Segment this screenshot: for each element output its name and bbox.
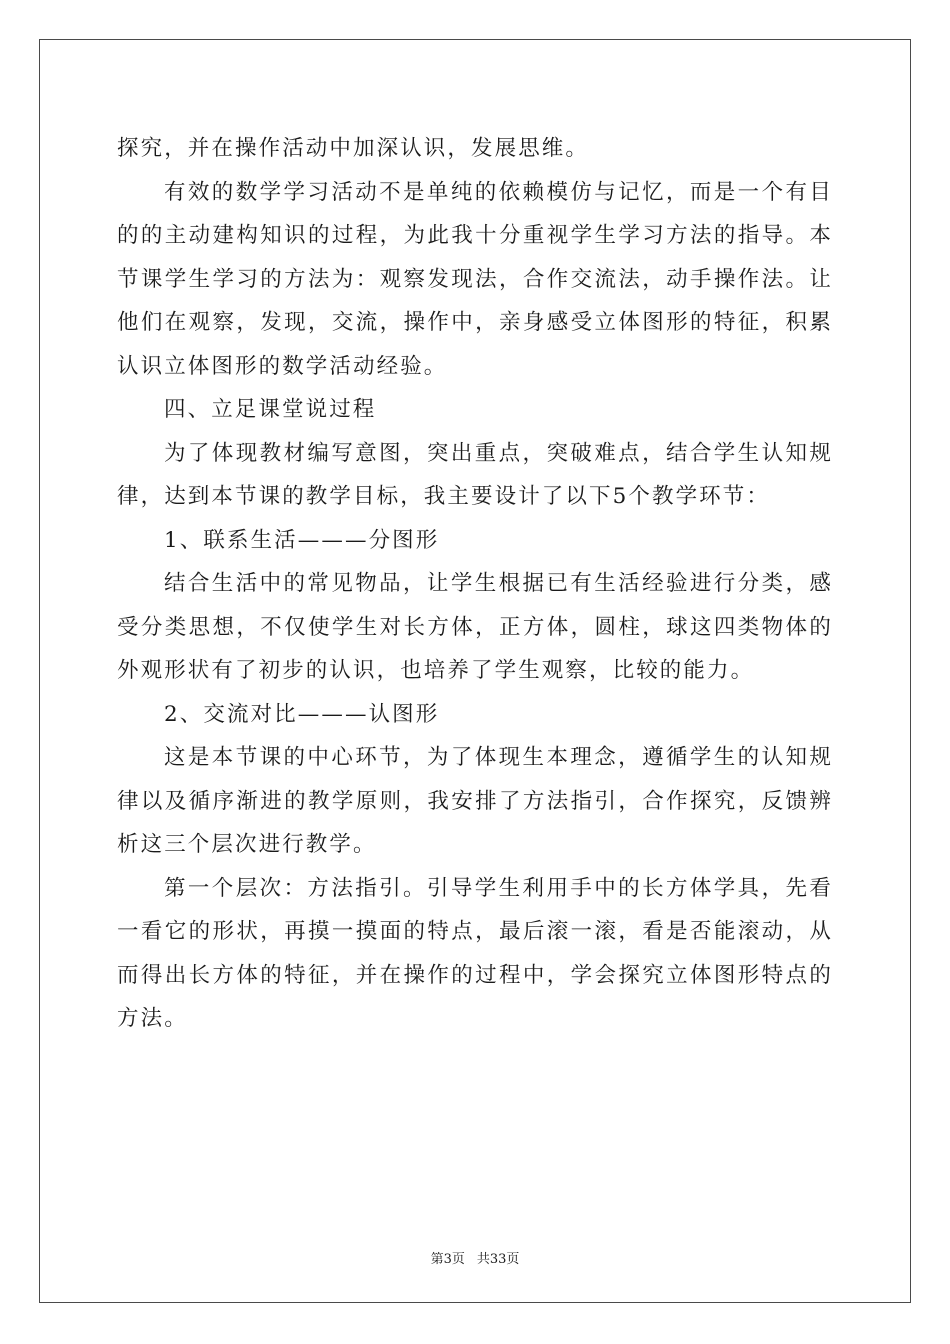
section-heading-4: 四、立足课堂说过程 — [164, 397, 377, 422]
paragraph-2: 有效的数学学习活动不是单纯的依赖模仿与记忆，而是一个有目的的主动建构知识的过程，为此我十分重视学生学习方法的指导。本节课学生学习的方法为：观察发现法，合作交流法，动手操作法。让他们在观察，发现，交流，操作中，亲身感受立体图形的特征，积累认识立体图形的数学活动经验。 — [117, 179, 833, 379]
paragraph-4: 结合生活中的常见物品，让学生根据已有生活经验进行分类，感受分类思想，不仅使学生对长方体，正方体，圆柱，球这四类物体的外观形状有了初步的认识，也培养了学生观察，比较的能力。 — [117, 571, 833, 683]
paragraph-6: 第一个层次：方法指引。引导学生利用手中的长方体学具，先看一看它的形状，再摸一摸面的特点，最后滚一滚，看是否能滚动，从而得出长方体的特征，并在操作的过程中，学会探究立体图形特点的方法。 — [117, 875, 833, 1031]
paragraph-1: 探究，并在操作活动中加深认识，发展思维。 — [117, 136, 590, 161]
page-footer — [0, 1248, 950, 1267]
step-heading-2: 2、交流对比———认图形 — [164, 701, 440, 727]
paragraph-3: 为了体现教材编写意图，突出重点，突破难点，结合学生认知规律，达到本节课的教学目标，我主要设计了以下5个教学环节： — [117, 440, 833, 509]
document-body — [117, 127, 833, 1041]
paragraph-5: 这是本节课的中心环节，为了体现生本理念，遵循学生的认知规律以及循序渐进的教学原则，我安排了方法指引，合作探究，反馈辨析这三个层次进行教学。 — [117, 745, 833, 857]
step-heading-1: 1、联系生活———分图形 — [164, 527, 440, 553]
page-total: 共33页 — [476, 1252, 520, 1267]
page-number: 第3页 — [430, 1252, 465, 1267]
